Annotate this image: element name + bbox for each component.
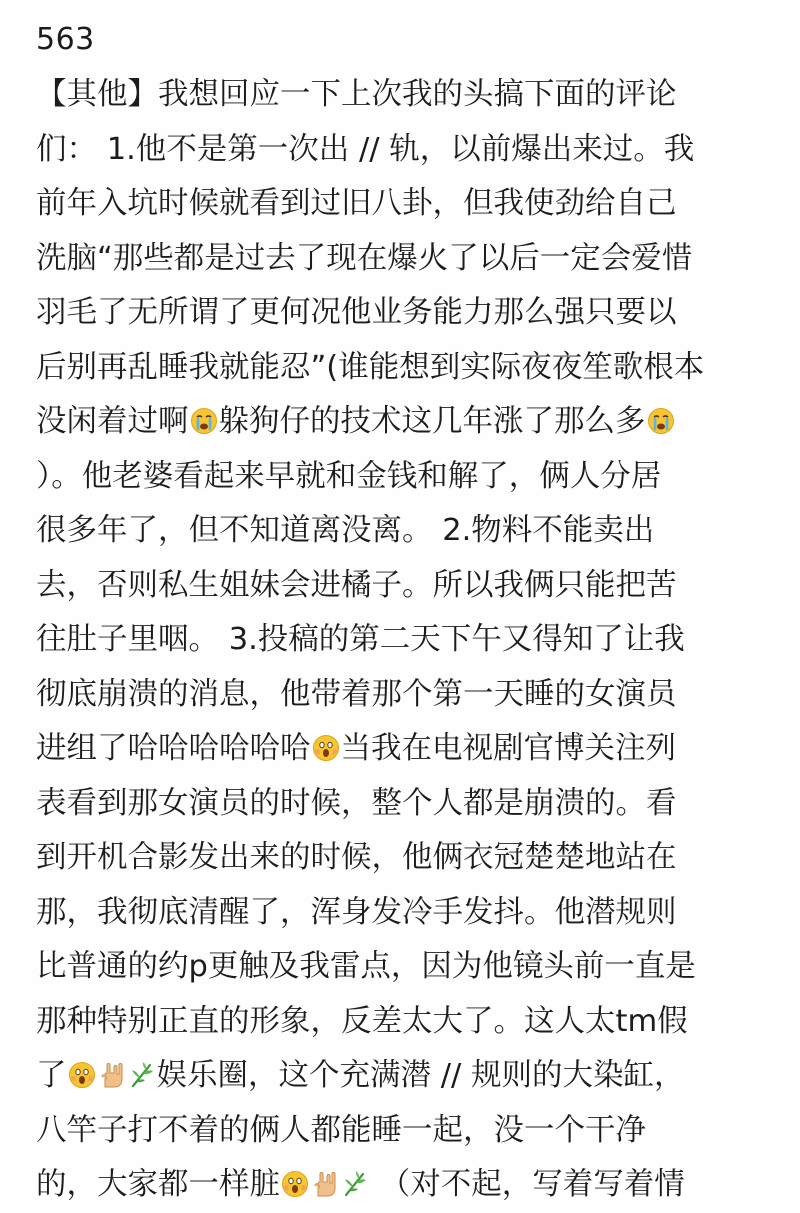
text-line [36, 1158, 788, 1213]
text-segment: 【其他】我想回应一下上次我的头搞下面的评论 [36, 77, 677, 112]
text-line [36, 995, 788, 1050]
crying-face-icon [647, 407, 675, 435]
text-line [36, 395, 788, 450]
text-segment: 洗脑“那些都是过去了现在爆火了以后一定会爱惜 [36, 240, 693, 276]
text-line [36, 940, 788, 995]
text-line [36, 123, 788, 178]
text-segment: 前年入坑时候就看到过旧八卦，但我使劲给自己 [36, 186, 677, 221]
text-segment: 八竿子打不着的俩人都能睡一起，没一个干净 [36, 1112, 646, 1148]
text-segment: 那，我彻底清醒了，浑身发冷手发抖。他潜规则 [36, 894, 677, 930]
text-line [36, 613, 788, 668]
text-segment: 后别再乱睡我就能忍”(谁能想到实际夜夜笙歌根本 [36, 349, 705, 385]
bamboo-icon [341, 1170, 369, 1198]
text-segment: 进组了哈哈哈哈哈哈 [36, 731, 311, 766]
text-line [36, 177, 788, 232]
text-line [36, 232, 788, 287]
text-line [36, 777, 788, 832]
text-segment: 羽毛了无所谓了更何况他业务能力那么强只要以 [36, 295, 677, 330]
text-segment: 娱乐圈，这个充满潜 // 规则的大染缸， [156, 1058, 685, 1093]
screaming-face-icon [68, 1061, 96, 1089]
text-line [36, 831, 788, 886]
text-segment: 没闲着过啊 [36, 404, 189, 439]
text-segment: 很多年了，但不知道离没离。 2.物料不能卖出 [36, 513, 655, 548]
text-segment: ）。他老婆看起来早就和金钱和解了，俩人分居 [36, 458, 662, 494]
text-segment: 那种特别正直的形象，反差太大了。这人太tm假 [36, 1003, 688, 1039]
text-segment: 了 [36, 1058, 67, 1093]
text-line [36, 286, 788, 341]
rock-hand-icon [311, 1170, 339, 1198]
screaming-face-icon [281, 1170, 309, 1198]
screaming-face-icon [312, 734, 340, 762]
text-segment: 当我在电视剧官博关注列 [340, 731, 676, 766]
bamboo-icon [128, 1061, 156, 1089]
rock-hand-icon [98, 1061, 126, 1089]
text-segment: 到开机合影发出来的时候，他俩衣冠楚楚地站在 [36, 840, 677, 875]
text-line [36, 1049, 788, 1104]
text-line [36, 559, 788, 614]
text-segment: 躲狗仔的技术这几年涨了那么多 [218, 404, 646, 439]
text-line [36, 1104, 788, 1159]
text-line [36, 722, 788, 777]
text-line [36, 504, 788, 559]
text-segment: 比普通的约p更触及我雷点，因为他镜头前一直是 [36, 949, 696, 984]
text-line [36, 668, 788, 723]
text-line [36, 68, 788, 123]
text-line [36, 450, 788, 505]
text-segment: 表看到那女演员的时候，整个人都是崩溃的。看 [36, 785, 677, 821]
text-segment: （对不起，写着写着情 [370, 1167, 685, 1202]
crying-face-icon [190, 407, 218, 435]
text-line [36, 886, 788, 941]
post-body [36, 68, 788, 1213]
text-segment: 去，否则私生姐妹会进橘子。所以我俩只能把苦 [36, 567, 677, 603]
text-segment: 彻底崩溃的消息，他带着那个第一天睡的女演员 [36, 676, 677, 712]
text-segment: 的，大家都一样脏 [36, 1167, 280, 1202]
text-segment: 们： 1.他不是第一次出 // 轨，以前爆出来过。我 [36, 131, 695, 167]
text-segment: 往肚子里咽。 3.投稿的第二天下午又得知了让我 [36, 622, 685, 657]
text-line [36, 341, 788, 396]
post-number: 563 [36, 22, 95, 57]
